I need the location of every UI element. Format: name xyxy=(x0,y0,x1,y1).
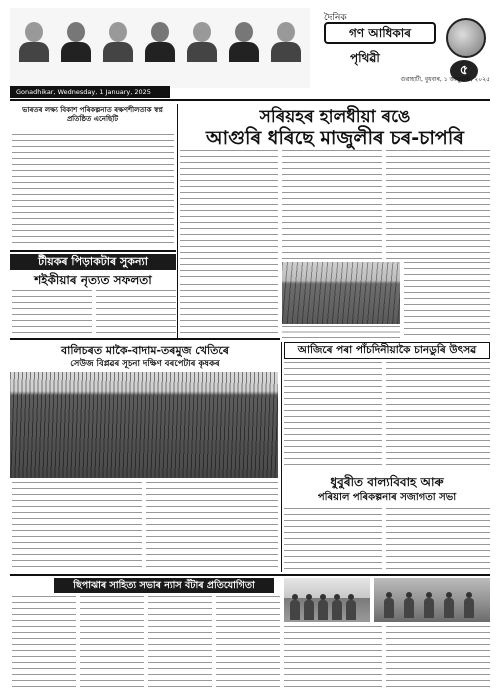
group-photo xyxy=(284,578,370,622)
child-marriage-headline-2: পৰিয়াল পৰিকল্পনাৰ সজাগতা সভা xyxy=(317,492,457,503)
farming-article-col-2 xyxy=(146,482,278,570)
festival-headline: আজিৰে পৰা পাঁচদিনীয়াকৈ চানডুৰি উৎসৱ xyxy=(284,342,490,359)
portrait-6 xyxy=(226,18,262,62)
dance-headline-1: টীয়কৰ পিড়াকটাৰ সুকন্যা xyxy=(10,254,176,270)
literature-col-1 xyxy=(12,596,76,692)
bottom-right-col-2 xyxy=(386,626,490,692)
portrait-2 xyxy=(58,18,94,62)
portrait-5 xyxy=(184,18,220,62)
mustard-field-photo xyxy=(282,262,400,324)
portrait-1 xyxy=(16,18,52,62)
child-marriage-headline-1: ধুবুৰীত বাল্যবিবাহ আৰু xyxy=(330,475,444,489)
festival-article-col-2 xyxy=(386,362,490,466)
festival-article-col-1 xyxy=(284,362,382,466)
child-marriage-col-2 xyxy=(386,508,490,572)
farming-headline-2: সেউজ বিপ্লৱৰ সূচনা দক্ষিণ বৰপেটাৰ কৃষকৰ xyxy=(70,359,220,369)
dance-article-col-2 xyxy=(96,290,176,334)
masthead-rule xyxy=(10,99,490,101)
page-number: ৫ xyxy=(450,60,478,82)
corn-field-photo xyxy=(10,372,278,478)
literature-headline: ছিপাঝাৰ সাহিত্য সভাৰ ন্যাস বঁটাৰ প্ৰতিযোগিতা xyxy=(54,578,274,593)
literature-col-3 xyxy=(148,596,212,692)
globe-icon xyxy=(446,18,486,58)
divider xyxy=(10,338,280,340)
dance-headline-2: শইকীয়াৰ নৃত্যত সফলতা xyxy=(34,273,152,287)
dateline-assamese: গুৱাহাটী, বুধবাৰ, ১ জানুৱাৰী, ২০২৫ xyxy=(400,76,490,83)
main-headline-line2: আগুৰি ধৰিছে মাজুলীৰ চৰ-চাপৰি xyxy=(206,127,464,149)
dateline-english: Gonadhikar, Wednesday, 1 January, 2025 xyxy=(10,86,170,98)
portrait-3 xyxy=(100,18,136,62)
divider xyxy=(10,574,490,576)
farming-article-col-1 xyxy=(12,482,142,570)
left-article-body xyxy=(12,134,174,248)
column-rule xyxy=(177,104,178,338)
masthead xyxy=(10,8,490,96)
main-article-col-1 xyxy=(180,150,278,280)
logo-title: গণ আধিকাৰ xyxy=(324,22,436,44)
logo-tagline: দৈনিক xyxy=(324,13,347,23)
meeting-photo xyxy=(374,578,490,622)
main-article-col-5 xyxy=(180,284,278,338)
literature-col-2 xyxy=(80,596,144,692)
main-article-col-3 xyxy=(386,150,490,260)
portrait-4 xyxy=(142,18,178,62)
portrait-7 xyxy=(268,18,304,62)
child-marriage-col-1 xyxy=(284,508,382,572)
bottom-right-col-1 xyxy=(284,626,382,692)
farming-headline-1: বালিচৰত মাকৈ-বাদাম-তৰমুজ খেতিৰে xyxy=(61,344,229,357)
leaders-portrait-strip xyxy=(10,8,310,88)
logo-world: পৃথিৱী xyxy=(350,51,380,65)
main-headline-line1: সৰিয়হৰ হালধীয়া ৰঙে xyxy=(259,107,411,127)
left-article-headline: ভাৰতৰ লক্ষ্য বিকাশ পৰিকল্পনাত ৰক্ষণশীলতাক স্বপ্ন প্ৰতিষ্ঠিত এনেছিটি xyxy=(22,106,163,123)
main-article-col-4 xyxy=(404,262,490,338)
literature-col-4 xyxy=(216,596,280,692)
column-rule xyxy=(281,342,282,572)
photo-caption xyxy=(282,326,400,338)
main-article-col-2 xyxy=(282,150,382,260)
dance-article-col-1 xyxy=(12,290,92,334)
divider xyxy=(10,250,176,252)
newspaper-logo xyxy=(310,8,490,88)
